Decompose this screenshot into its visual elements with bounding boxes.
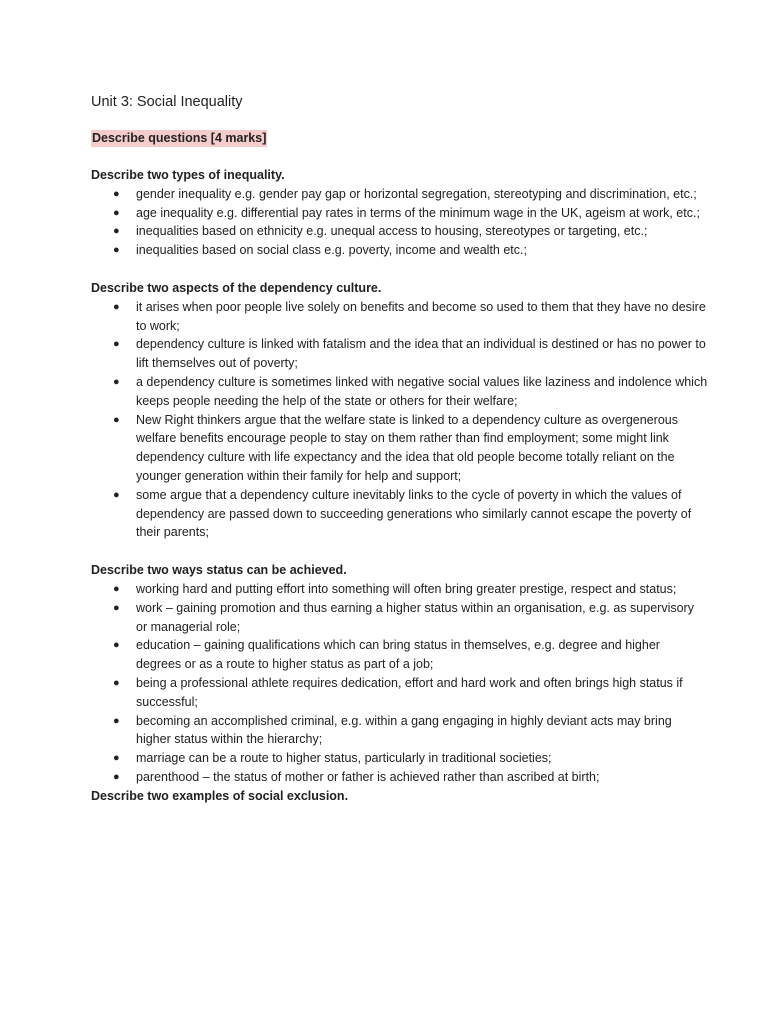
answer-item — [91, 411, 708, 486]
answer-item — [91, 580, 708, 599]
spacer — [91, 147, 708, 166]
answer-text: some argue that a dependency culture inevitably links to the cycle of poverty in which the values of dependency are passed down to succeeding generations who similarly cannot escape the poverty of their parents; — [136, 487, 692, 540]
answer-text: New Right thinkers argue that the welfare state is linked to a dependency culture as overgenerous welfare benefits encourage people to stay on them rather than find employment; some might link dependency culture with life expectancy and the idea that old people become totally reliant on the younger generation within their family for help and support; — [136, 412, 678, 483]
bullet-icon: ● — [113, 244, 120, 257]
bullet-icon: ● — [113, 639, 120, 652]
bullet-icon: ● — [113, 187, 120, 200]
answer-text: work – gaining promotion and thus earning a higher status within an organisation, e.g. as supervisory or managerial role; — [136, 600, 694, 634]
answer-text: becoming an accomplished criminal, e.g. within a gang engaging in highly deviant acts may bring higher status within the hierarchy; — [136, 713, 672, 747]
answer-item — [91, 712, 708, 750]
answer-text: it arises when poor people live solely on benefits and become so used to them that they have no desire to work; — [136, 299, 706, 333]
answer-item — [91, 768, 708, 787]
bullet-icon: ● — [113, 300, 120, 313]
question-block — [91, 166, 708, 260]
answer-text: age inequality e.g. differential pay rates in terms of the minimum wage in the UK, ageism at work, etc.; — [136, 205, 700, 220]
bullet-icon: ● — [113, 714, 120, 727]
answer-text: gender inequality e.g. gender pay gap or horizontal segregation, stereotyping and discrimination, etc.; — [136, 186, 697, 201]
answer-text: dependency culture is linked with fatalism and the idea that an individual is destined or has no power to lift themselves out of poverty; — [136, 337, 706, 371]
answer-list — [91, 185, 708, 260]
document-title: Unit 3: Social Inequality — [91, 94, 243, 110]
bullet-icon: ● — [113, 488, 120, 501]
answer-item — [91, 486, 708, 542]
spacer — [91, 260, 708, 279]
answer-text: parenthood – the status of mother or father is achieved rather than ascribed at birth; — [136, 769, 600, 784]
answer-item — [91, 204, 708, 223]
question-block — [91, 561, 708, 787]
answer-item — [91, 636, 708, 674]
answer-list — [91, 580, 708, 787]
spacer — [91, 542, 708, 561]
answer-item — [91, 185, 708, 204]
answer-text: a dependency culture is sometimes linked with negative social values like laziness and indolence which keeps people needing the help of the state or others for their welfare; — [136, 374, 708, 408]
section-heading: Describe questions [4 marks] — [92, 131, 267, 145]
answer-list — [91, 298, 708, 542]
question-block — [91, 279, 708, 542]
bullet-icon: ● — [113, 413, 120, 426]
answer-item — [91, 241, 708, 260]
section-heading-row — [91, 111, 708, 147]
question-list — [91, 166, 708, 806]
question-heading: Describe two types of inequality. — [91, 168, 285, 182]
bullet-icon: ● — [113, 375, 120, 388]
answer-item — [91, 749, 708, 768]
bullet-icon: ● — [113, 338, 120, 351]
question-block — [91, 787, 708, 806]
answer-text: marriage can be a route to higher status, particularly in traditional societies; — [136, 751, 552, 766]
answer-item — [91, 298, 708, 336]
answer-text: being a professional athlete requires dedication, effort and hard work and often brings high status if successful; — [136, 675, 683, 709]
bullet-icon: ● — [113, 676, 120, 689]
answer-text: inequalities based on ethnicity e.g. unequal access to housing, stereotypes or targeting, etc.; — [136, 224, 648, 239]
bullet-icon: ● — [113, 225, 120, 238]
question-heading: Describe two examples of social exclusion. — [91, 788, 349, 803]
answer-item — [91, 335, 708, 373]
bullet-icon: ● — [113, 770, 120, 783]
answer-item — [91, 373, 708, 411]
answer-item — [91, 674, 708, 712]
answer-text: working hard and putting effort into something will often bring greater prestige, respect and status; — [136, 581, 677, 596]
answer-item — [91, 599, 708, 637]
question-heading: Describe two aspects of the dependency culture. — [91, 280, 382, 295]
bullet-icon: ● — [113, 582, 120, 595]
answer-item — [91, 222, 708, 241]
answer-text: inequalities based on social class e.g. poverty, income and wealth etc.; — [136, 243, 527, 258]
answer-text: education – gaining qualifications which can bring status in themselves, e.g. degree and higher degrees or as a route to higher status as part of a job; — [136, 638, 660, 672]
question-heading: Describe two ways status can be achieved. — [91, 563, 347, 578]
bullet-icon: ● — [113, 752, 120, 765]
bullet-icon: ● — [113, 601, 120, 614]
bullet-icon: ● — [113, 206, 120, 219]
